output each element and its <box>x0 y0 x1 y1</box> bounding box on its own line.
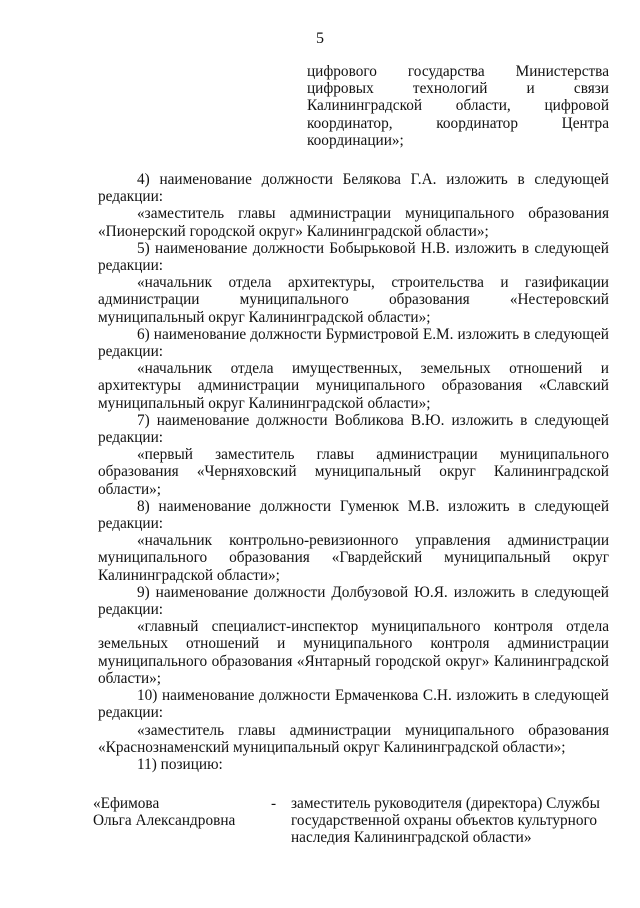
person-surname: «Ефимова <box>93 795 160 812</box>
position-dash: - <box>271 795 277 812</box>
paragraph: «главный специалист-инспектор муниципального контроля отдела земельных отношений и муниципального контроля администрации муниципального образования «Янтарный городской округ» Калининградской области»; <box>98 618 609 687</box>
paragraph: 5) наименование должности Бобырьковой Н.В. изложить в следующей редакции: <box>98 239 609 275</box>
position-description: заместитель руководителя (директора) Службы государственной охраны объектов культурного наследия Калининградской области» <box>291 795 600 847</box>
paragraph: «начальник контрольно-ревизионного управления администрации муниципального образования «Гвардейский муниципальный округ Калининградской области»; <box>98 532 609 584</box>
paragraph: «заместитель главы администрации муниципального образования «Краснознаменский муниципальный округ Калининградской области»; <box>98 721 609 756</box>
paragraph: «первый заместитель главы администрации муниципального образования «Черняховский муниципальный округ Калининградской области»; <box>98 446 609 498</box>
paragraph: 8) наименование должности Гуменюк М.В. изложить в следующей редакции: <box>98 497 609 533</box>
person-given-names: Ольга Александровна <box>93 812 236 830</box>
person-name <box>93 795 263 829</box>
document-body <box>98 171 609 773</box>
continuation-text: цифрового государства Министерства цифровых технологий и связи Калининградской области, цифровой координатор, координатор Центра координации»; <box>307 63 609 149</box>
paragraph: 11) позицию: <box>137 755 223 773</box>
paragraph: 10) наименование должности Ермаченкова С.Н. изложить в следующей редакции: <box>98 687 609 722</box>
paragraph: 4) наименование должности Белякова Г.А. изложить в следующей редакции: <box>98 171 609 206</box>
paragraph: «начальник отдела архитектуры, строительства и газификации администрации муниципального образования «Нестеровский муниципальный округ Калининградской области»; <box>98 274 609 326</box>
paragraph: 9) наименование должности Долбузовой Ю.Я. изложить в следующей редакции: <box>98 583 609 619</box>
paragraph: «начальник отдела имущественных, земельных отношений и архитектуры администрации муниципального образования «Славский муниципальный округ Калининградской области»; <box>98 360 609 412</box>
page-number: 5 <box>316 30 324 47</box>
paragraph: 7) наименование должности Вобликова В.Ю. изложить в следующей редакции: <box>98 411 609 447</box>
paragraph: 6) наименование должности Бурмистровой Е.М. изложить в следующей редакции: <box>98 325 609 361</box>
paragraph: «заместитель главы администрации муниципального образования «Пионерский городской округ» Калининградской области»; <box>98 205 609 240</box>
